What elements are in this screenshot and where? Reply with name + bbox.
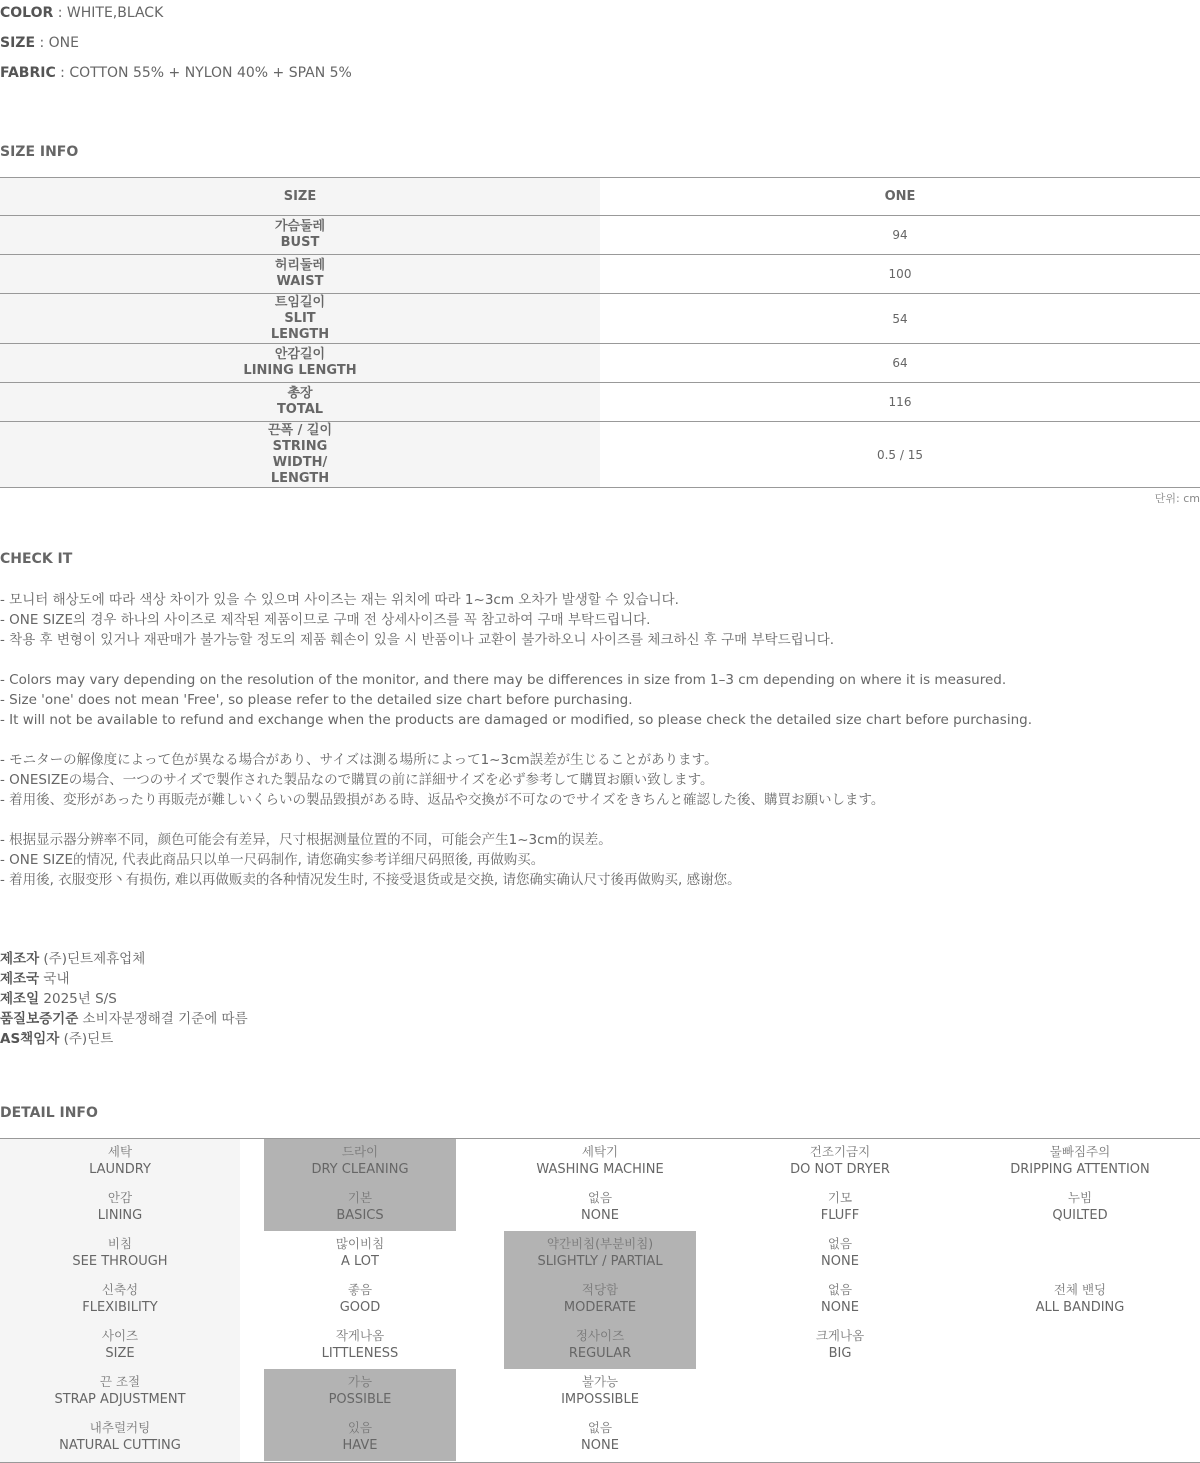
- note-gap: [0, 650, 1200, 670]
- detail-option: [960, 1277, 1200, 1323]
- check-note-line: - モニターの解像度によって色が異なる場合があり、サイズは測る場所によって1~3cm誤差が生じることがあります。: [0, 752, 718, 768]
- size-row-label-en: STRING WIDTH/ LENGTH: [270, 438, 330, 486]
- detail-en: DRY CLEANING: [311, 1162, 409, 1177]
- detail-option: [504, 1231, 696, 1277]
- detail-option: [504, 1323, 696, 1369]
- detail-en: NONE: [821, 1254, 859, 1269]
- detail-ko: 비침: [107, 1236, 133, 1251]
- detail-row-label: [0, 1369, 240, 1415]
- size-row-label: [0, 255, 600, 293]
- maker-value: 2025년 S/S: [39, 991, 117, 1007]
- check-it-title: CHECK IT: [0, 551, 73, 567]
- detail-option: [240, 1323, 480, 1369]
- size-row-value: 54: [892, 311, 908, 326]
- size-table-header: [0, 178, 1200, 216]
- check-note-line: - 착용 후 변형이 있거나 재판매가 불가능할 정도의 제품 훼손이 있을 시 반품이나 교환이 불가하오니 사이즈를 체크하신 후 구매 부탁드립니다.: [0, 632, 835, 648]
- maker-label: 제조일: [0, 991, 40, 1007]
- detail-en: NONE: [581, 1208, 619, 1223]
- maker-value: (주)딘트제휴업체: [39, 951, 146, 967]
- detail-en: DO NOT DRYER: [790, 1162, 890, 1177]
- check-note-line: - 着用後, 衣服变形丶有损伤, 难以再做贩卖的各种情况发生时, 不接受退货或是交换, 请您确实确认尺寸後再做购买, 感谢您。: [0, 872, 741, 888]
- maker-label: 제조자: [0, 951, 40, 967]
- detail-ko: 내추럴커팅: [89, 1420, 151, 1435]
- detail-en: A LOT: [341, 1254, 379, 1269]
- detail-option: [720, 1139, 960, 1185]
- detail-en: NONE: [581, 1438, 619, 1453]
- detail-ko: 없음: [587, 1420, 613, 1435]
- detail-ko: 기모: [827, 1190, 853, 1205]
- detail-en: BASICS: [336, 1208, 384, 1223]
- maker-label: 제조국: [0, 971, 40, 987]
- size-row-label-ko: 총장: [287, 386, 313, 401]
- detail-option: [264, 1415, 456, 1461]
- detail-row-label: [0, 1139, 240, 1185]
- detail-en: GOOD: [339, 1300, 381, 1315]
- maker-value: 소비자분쟁해결 기준에 따름: [78, 1011, 248, 1027]
- note-gap: [0, 730, 1200, 750]
- detail-ko: 드라이: [341, 1144, 379, 1159]
- detail-option: [480, 1415, 720, 1461]
- detail-ko: 안감: [107, 1190, 133, 1205]
- spec-fabric: FABRIC : COTTON 55% + NYLON 40% + SPAN 5%: [0, 65, 352, 81]
- detail-ko: 많이비침: [335, 1236, 385, 1251]
- size-row-label: [0, 294, 600, 343]
- size-row: [0, 422, 1200, 487]
- detail-en: FLEXIBILITY: [82, 1300, 158, 1315]
- maker-label: 품질보증기준: [0, 1011, 79, 1027]
- detail-row-label: [0, 1323, 240, 1369]
- detail-option: [720, 1185, 960, 1231]
- detail-option: [264, 1139, 456, 1185]
- detail-en: MODERATE: [563, 1300, 637, 1315]
- detail-ko: 누빔: [1067, 1190, 1093, 1205]
- check-note-line: - 着用後、変形があったり再販売が難しいくらいの製品毀損がある時、返品や交換が不可なのでサイズをきちんと確認した後、購買お願いします。: [0, 792, 885, 808]
- detail-ko: 작게나옴: [335, 1328, 385, 1343]
- maker-value: 국내: [39, 971, 70, 987]
- maker-line: [0, 949, 248, 969]
- size-row-value: 116: [888, 395, 912, 409]
- size-header-label: SIZE: [0, 178, 600, 215]
- size-row-value: 0.5 / 15: [876, 447, 924, 462]
- detail-ko: 불가능: [581, 1374, 619, 1389]
- detail-ko: 건조기금지: [809, 1144, 871, 1159]
- detail-option: [504, 1277, 696, 1323]
- detail-ko: 없음: [827, 1282, 853, 1297]
- check-note-line: - ONE SIZE의 경우 하나의 사이즈로 제작된 제품이므로 구매 전 상세사이즈를 꼭 참고하여 구매 부탁드립니다.: [0, 612, 651, 628]
- check-note-line: - 根据显示器分辨率不同，颜色可能会有差异，尺寸根据测量位置的不同，可能会产生1~3cm的误差。: [0, 832, 612, 848]
- detail-option: [480, 1185, 720, 1231]
- size-row-value: 94: [892, 228, 908, 242]
- check-note-line: - 모니터 해상도에 따라 색상 차이가 있을 수 있으며 사이즈는 재는 위치에 따라 1~3cm 오차가 발생할 수 있습니다.: [0, 592, 679, 608]
- size-header-value: ONE: [884, 189, 916, 204]
- detail-en: SLIGHTLY / PARTIAL: [537, 1254, 663, 1269]
- check-note-line: - ONESIZEの場合、一つのサイズで製作された製品なので購買の前に詳細サイズを必ず参考して購買お願い致します。: [0, 772, 714, 788]
- size-row: [0, 294, 1200, 344]
- detail-option: [264, 1369, 456, 1415]
- size-row-value: 64: [892, 356, 908, 370]
- check-note-line: - It will not be available to refund and exchange when the products are damaged or modified, so please check the detailed size chart before purchasing.: [0, 712, 1032, 728]
- spec-size: SIZE : ONE: [0, 35, 79, 51]
- size-row-label: [0, 344, 600, 382]
- size-row-label: [0, 216, 600, 254]
- detail-en: SEE THROUGH: [72, 1254, 168, 1269]
- detail-ko: 좋음: [347, 1282, 373, 1297]
- detail-ko: 약간비침(부분비침): [546, 1236, 654, 1251]
- detail-ko: 사이즈: [101, 1328, 139, 1343]
- detail-ko: 있음: [347, 1420, 373, 1435]
- check-it-notes: [0, 590, 1200, 890]
- maker-info: [0, 949, 248, 1049]
- detail-ko: 없음: [587, 1190, 613, 1205]
- size-row-label-ko: 끈폭 / 길이: [267, 422, 333, 438]
- detail-ko: 신축성: [101, 1282, 139, 1297]
- unit-label: 단위: cm: [1154, 492, 1200, 505]
- detail-en: QUILTED: [1052, 1208, 1108, 1223]
- check-note-line: - Colors may vary depending on the resolution of the monitor, and there may be differences in size from 1–3 cm depending on where it is measured.: [0, 672, 1007, 688]
- check-note-line: - ONE SIZE的情况, 代表此商品只以单一尺码制作, 请您确实参考详细尺码照後, 再做购买。: [0, 852, 545, 868]
- detail-en: WASHING MACHINE: [536, 1162, 664, 1177]
- detail-option: [720, 1231, 960, 1277]
- size-table: [0, 177, 1200, 488]
- size-row-label-ko: 허리둘레: [274, 258, 326, 273]
- detail-en: LAUNDRY: [89, 1162, 151, 1177]
- detail-ko: 적당함: [581, 1282, 619, 1297]
- detail-row-label: [0, 1415, 240, 1461]
- detail-en: DRIPPING ATTENTION: [1010, 1162, 1150, 1177]
- maker-line: [0, 989, 248, 1009]
- size-row: [0, 255, 1200, 294]
- detail-ko: 물빠짐주의: [1049, 1144, 1111, 1159]
- spec-color: COLOR : WHITE,BLACK: [0, 5, 164, 21]
- detail-ko: 끈 조절: [99, 1374, 141, 1389]
- detail-en: ALL BANDING: [1035, 1300, 1125, 1315]
- maker-value: (주)딘트: [59, 1031, 114, 1047]
- maker-label: AS책임자: [0, 1031, 60, 1047]
- detail-option: [240, 1231, 480, 1277]
- size-row-label-en: LINING LENGTH: [243, 363, 357, 378]
- detail-en: NATURAL CUTTING: [59, 1438, 181, 1453]
- detail-row-label: [0, 1231, 240, 1277]
- detail-option: [960, 1139, 1200, 1185]
- size-row-label-en: BUST: [280, 235, 320, 250]
- detail-en: HAVE: [342, 1438, 378, 1453]
- size-info-title: SIZE INFO: [0, 144, 79, 160]
- size-row-label: [0, 422, 600, 487]
- maker-line: [0, 969, 248, 989]
- detail-en: POSSIBLE: [328, 1392, 392, 1407]
- detail-ko: 정사이즈: [575, 1328, 625, 1343]
- detail-option: [720, 1277, 960, 1323]
- detail-option: [264, 1185, 456, 1231]
- size-row-label-ko: 안감길이: [274, 347, 326, 362]
- size-row: [0, 216, 1200, 255]
- detail-en: IMPOSSIBLE: [561, 1392, 639, 1407]
- maker-line: [0, 1029, 248, 1049]
- size-row-label-ko: 가슴둘레: [274, 219, 326, 234]
- detail-en: REGULAR: [568, 1346, 632, 1361]
- detail-row-label: [0, 1277, 240, 1323]
- detail-en: LINING: [97, 1208, 143, 1223]
- detail-ko: 없음: [827, 1236, 853, 1251]
- size-row-value: 100: [888, 267, 912, 281]
- size-row: [0, 344, 1200, 383]
- detail-option: [960, 1185, 1200, 1231]
- detail-en: LITTLENESS: [321, 1346, 399, 1361]
- detail-ko: 가능: [347, 1374, 373, 1389]
- detail-option: [480, 1139, 720, 1185]
- maker-line: [0, 1009, 248, 1029]
- note-gap: [0, 810, 1200, 830]
- detail-ko: 크게나옴: [815, 1328, 865, 1343]
- size-row-label-en: TOTAL: [276, 402, 324, 417]
- detail-row-label: [0, 1185, 240, 1231]
- detail-en: FLUFF: [820, 1208, 860, 1223]
- check-note-line: - Size 'one' does not mean 'Free', so please refer to the detailed size chart before purchasing.: [0, 692, 633, 708]
- detail-ko: 기본: [347, 1190, 373, 1205]
- size-row-label-ko: 트임길이: [274, 294, 326, 310]
- detail-en: NONE: [821, 1300, 859, 1315]
- detail-en: BIG: [828, 1346, 852, 1361]
- detail-option: [720, 1323, 960, 1369]
- detail-ko: 세탁기: [581, 1144, 619, 1159]
- detail-en: SIZE: [105, 1346, 135, 1361]
- size-row-label-en: WAIST: [276, 274, 324, 289]
- detail-table: [0, 1138, 1200, 1463]
- detail-ko: 세탁: [107, 1144, 133, 1159]
- size-row-label-en: SLIT LENGTH: [270, 310, 330, 342]
- size-row: [0, 383, 1200, 422]
- size-row-label: [0, 383, 600, 421]
- detail-option: [480, 1369, 720, 1415]
- detail-option: [240, 1277, 480, 1323]
- detail-info-title: DETAIL INFO: [0, 1105, 98, 1121]
- detail-ko: 전체 밴딩: [1053, 1282, 1107, 1297]
- detail-en: STRAP ADJUSTMENT: [54, 1392, 186, 1407]
